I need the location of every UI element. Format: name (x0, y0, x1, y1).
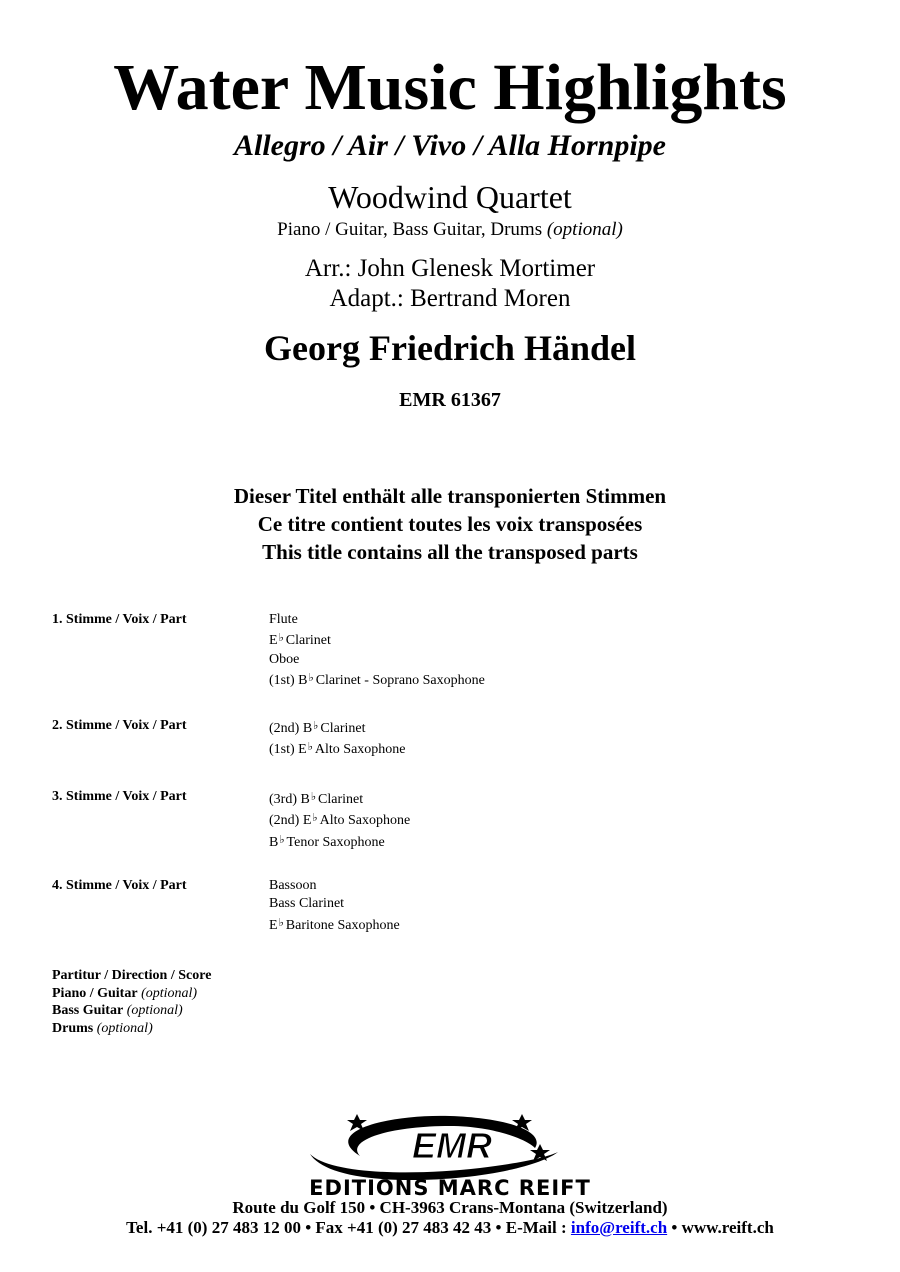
publisher-address: Route du Golf 150 • CH-3963 Crans-Montana (Switzerland) (232, 1198, 668, 1217)
part-label: 3. Stimme / Voix / Part (52, 789, 187, 804)
part-label: 1. Stimme / Voix / Part (52, 612, 187, 627)
instrument-name-suffix: Alto Saxophone (314, 742, 406, 758)
instrument-name: Bass Clarinet (269, 896, 345, 912)
adapter-credit: Adapt.: Bertrand Moren (329, 285, 571, 312)
part-label: 4. Stimme / Voix / Part (52, 878, 187, 893)
instrument-name: (1st) B (269, 673, 308, 689)
instrument-name: Flute (269, 612, 298, 627)
instrument-item (269, 669, 485, 690)
part-instrument-list (269, 717, 406, 760)
ensemble-label: Woodwind Quartet (328, 179, 572, 215)
instrument-name: E (269, 633, 278, 649)
score-part-item (52, 1002, 211, 1020)
instrument-item (269, 738, 406, 759)
score-part-optional: (optional) (141, 985, 198, 1001)
instrument-item (269, 651, 485, 669)
score-part-item (52, 985, 211, 1003)
movements-subtitle: Allegro / Air / Vivo / Alla Hornpipe (234, 129, 666, 162)
flat-icon: ♭ (279, 833, 285, 846)
page-title: Water Music Highlights (113, 51, 787, 124)
instrument-name: (2nd) B (269, 721, 313, 736)
notice-english: This title contains all the transposed parts (262, 540, 638, 564)
instrument-name-suffix: Clarinet - Soprano Saxophone (315, 673, 485, 689)
instrument-name: E (269, 917, 278, 933)
score-part-name: Drums (52, 1020, 94, 1036)
email-link[interactable]: info@reift.ch (570, 1218, 668, 1237)
score-part-item (52, 967, 211, 985)
score-part-item (52, 1020, 211, 1038)
instrument-name: Oboe (269, 651, 300, 667)
emr-logo (300, 1106, 600, 1198)
score-part-name: Piano / Guitar (52, 985, 138, 1001)
part-label: 2. Stimme / Voix / Part (52, 718, 187, 733)
catalog-code: EMR 61367 (399, 389, 501, 411)
instrumentation-optional: (optional) (546, 219, 623, 240)
instrument-name-suffix: Clarinet (285, 633, 331, 649)
instrumentation-line (0, 218, 900, 242)
instrument-name: Bassoon (269, 878, 317, 893)
instrument-item (269, 717, 406, 738)
publisher-contact (0, 1217, 900, 1238)
instrument-name-suffix: Clarinet (318, 792, 364, 807)
arranger-credit: Arr.: John Glenesk Mortimer (304, 255, 596, 282)
instrument-name-suffix: Baritone Saxophone (285, 917, 400, 933)
flat-icon: ♭ (308, 672, 314, 685)
publisher-name: EDITIONS MARC REIFT (309, 1176, 591, 1198)
instrument-name-suffix: Clarinet (320, 721, 366, 736)
score-and-rhythm-parts (52, 967, 211, 1037)
instrument-item (269, 877, 400, 895)
notice-french: Ce titre contient toutes les voix transposées (257, 512, 643, 536)
score-part-optional: (optional) (96, 1020, 153, 1036)
instrument-item (269, 788, 410, 809)
flat-icon: ♭ (310, 791, 317, 803)
flat-icon: ♭ (278, 916, 284, 929)
score-part-name: Bass Guitar (52, 1003, 124, 1018)
instrument-item (269, 831, 410, 852)
composer-name: Georg Friedrich Händel (264, 328, 636, 368)
instrumentation-text: Piano / Guitar, Bass Guitar, Drums (277, 219, 543, 240)
part-instrument-list (269, 611, 485, 691)
score-part-name: Partitur / Direction / Score (52, 968, 212, 983)
instrument-item (269, 611, 485, 629)
instrument-name: (1st) E (269, 742, 307, 758)
contact-website: • www.reift.ch (671, 1218, 774, 1237)
part-instrument-list (269, 877, 400, 935)
instrument-item (269, 809, 410, 830)
instrument-item (269, 629, 485, 650)
score-part-optional: (optional) (126, 1003, 183, 1018)
instrument-name: B (269, 834, 279, 850)
instrument-name-suffix: Tenor Saxophone (286, 834, 385, 850)
contact-phone-fax: Tel. +41 (0) 27 483 12 00 • Fax +41 (0) 27 483 42 43 • E-Mail : (126, 1218, 567, 1237)
notice-german: Dieser Titel enthält alle transponierten Stimmen (233, 484, 667, 508)
part-instrument-list (269, 788, 410, 852)
flat-icon: ♭ (307, 741, 313, 754)
instrument-name: (2nd) E (269, 813, 312, 829)
flat-icon: ♭ (313, 720, 319, 732)
instrument-name: (3rd) B (269, 792, 310, 807)
flat-icon: ♭ (312, 812, 318, 825)
instrument-item (269, 914, 400, 935)
instrument-name-suffix: Alto Saxophone (319, 813, 411, 829)
logo-emr-text: EMR (412, 1125, 492, 1166)
flat-icon: ♭ (278, 632, 284, 645)
instrument-item (269, 895, 400, 913)
